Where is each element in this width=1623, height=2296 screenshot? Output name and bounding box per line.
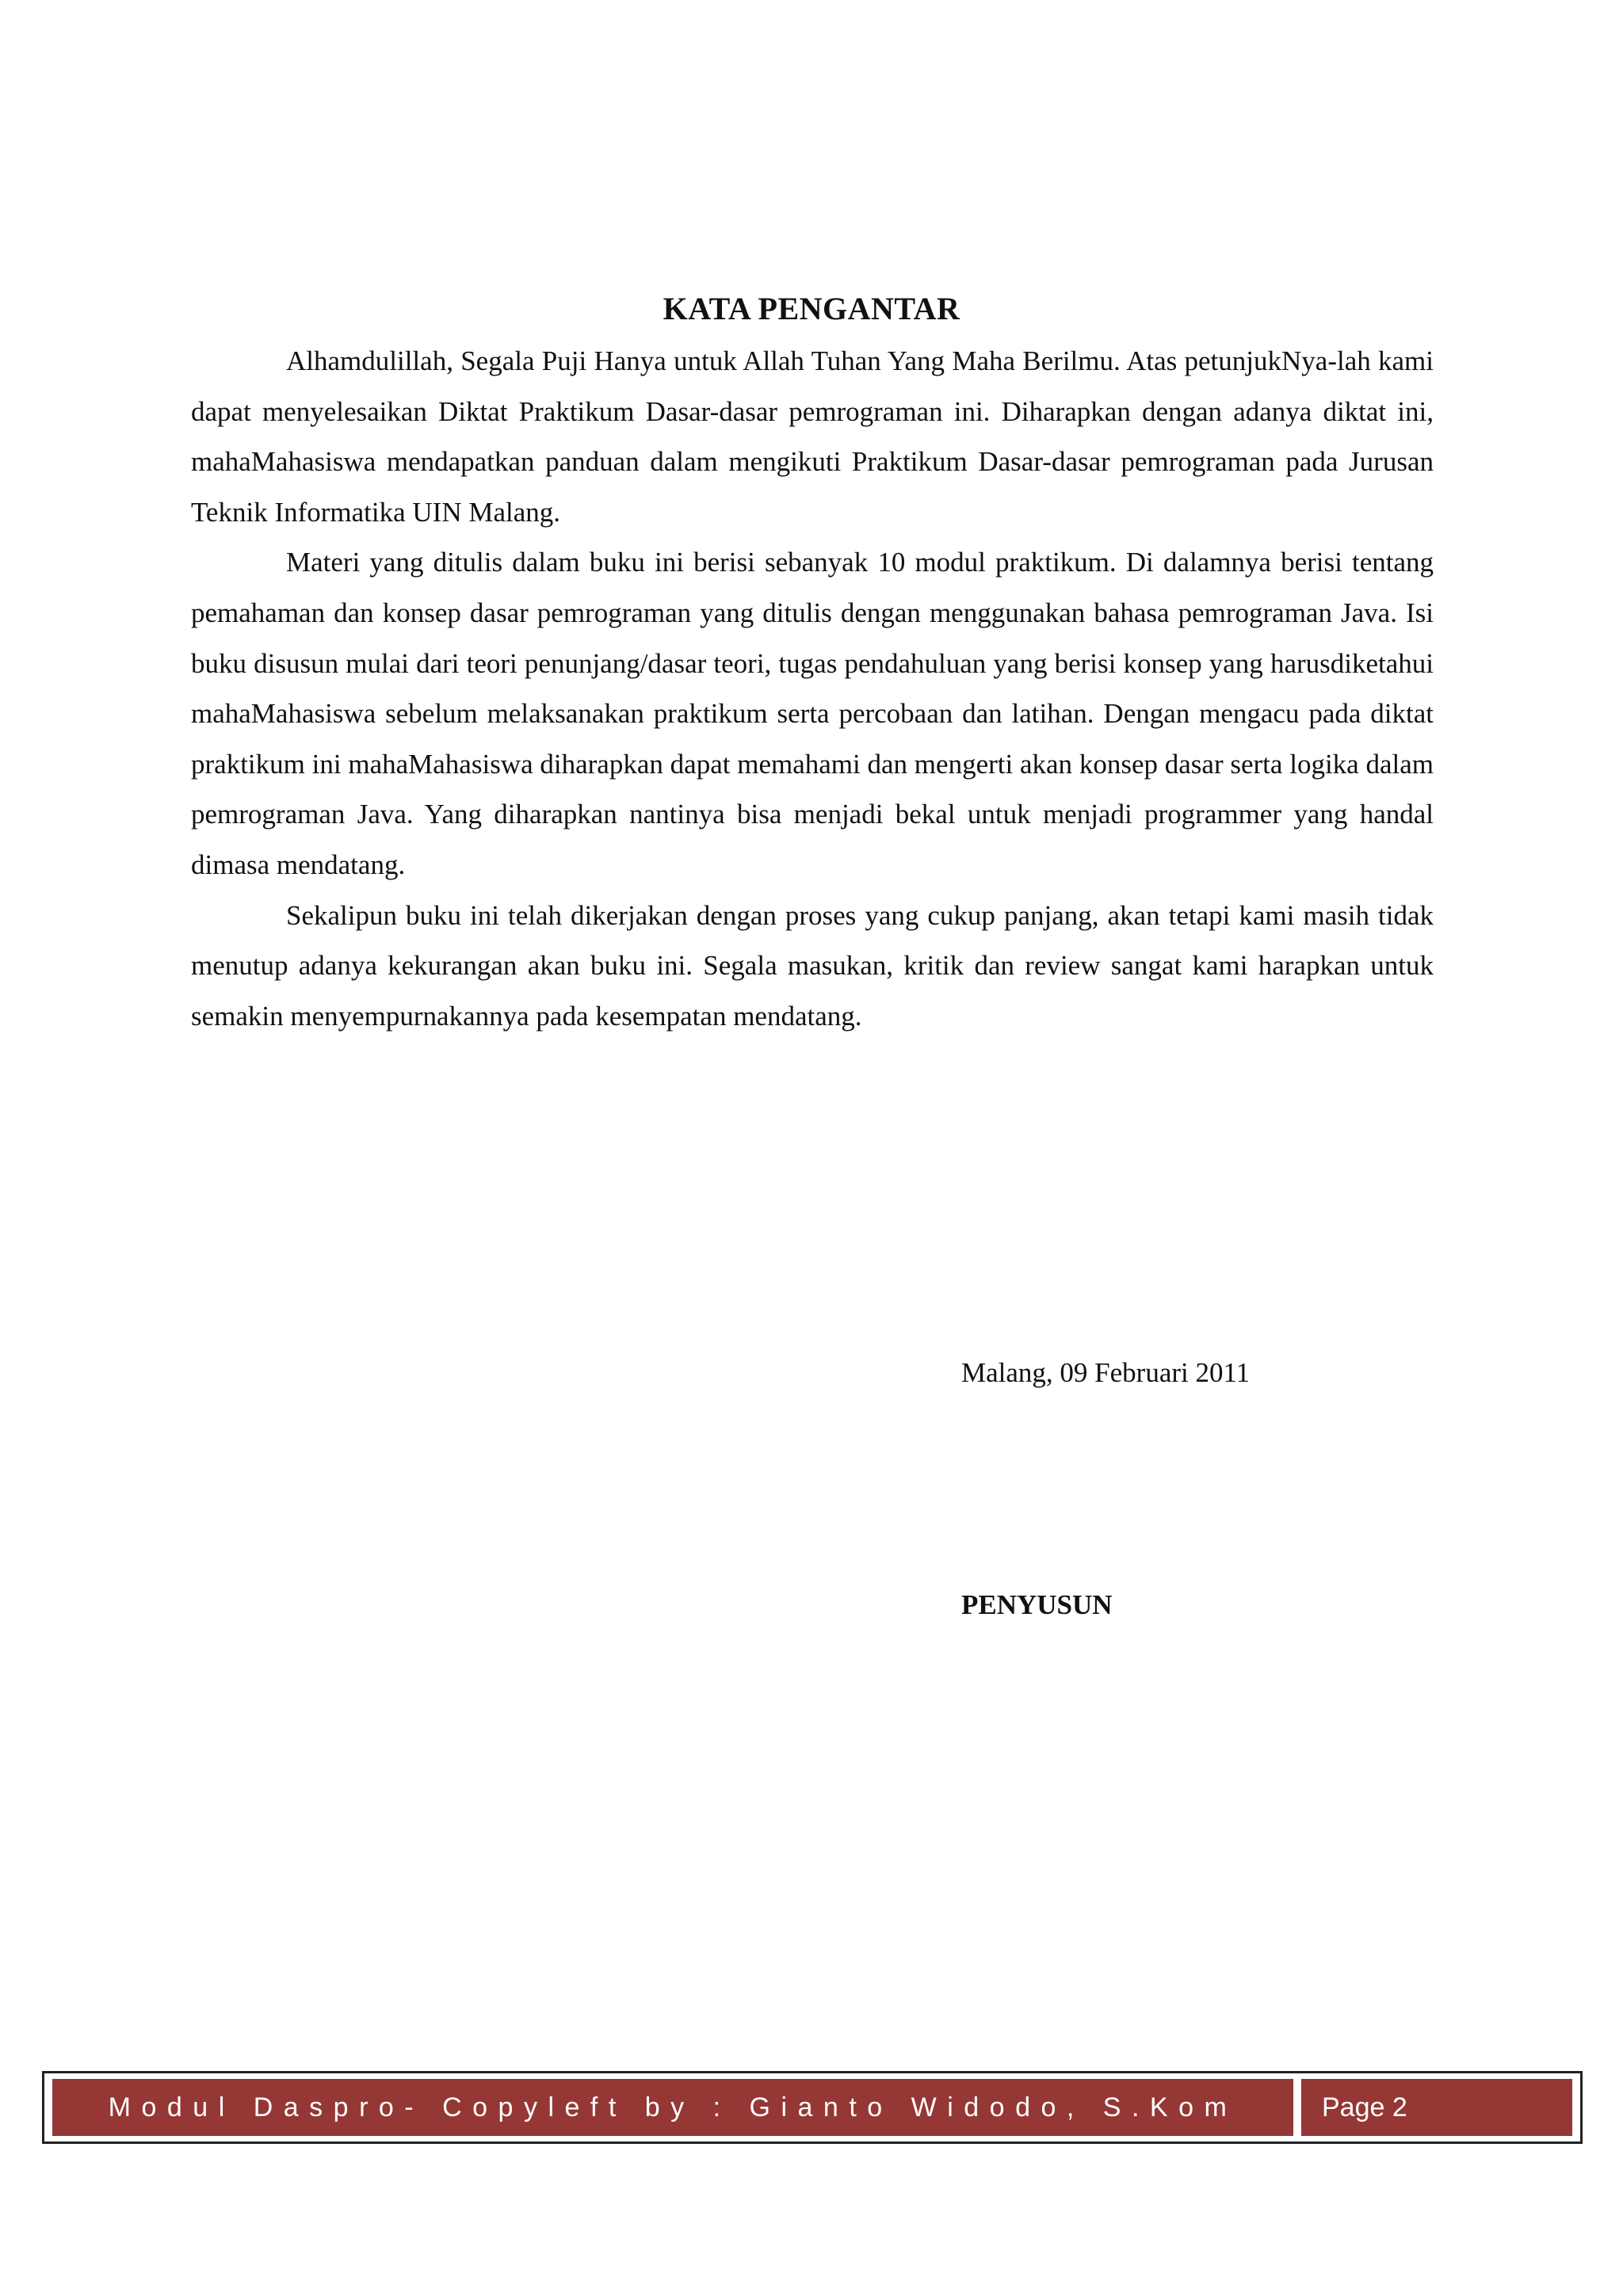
- paragraph-3: Sekalipun buku ini telah dikerjakan dengan proses yang cukup panjang, akan tetapi kami masih tidak menutup adanya kekurangan akan buku ini. Segala masukan, kritik dan review sangat kami harapkan untuk semakin menyempurnakannya pada kesempatan mendatang.: [191, 899, 1434, 1032]
- signature-place-date: Malang, 09 Februari 2011: [961, 1357, 1251, 1388]
- signature-author: PENYUSUN: [961, 1589, 1113, 1620]
- footer-page-number: Page 2: [1301, 2079, 1572, 2136]
- footer-module-credit: Modul Daspro- Copyleft by : Gianto Widodo, S.Kom: [52, 2079, 1293, 2136]
- page-footer: [42, 2071, 1583, 2144]
- page-title: KATA PENGANTAR: [663, 291, 960, 326]
- paragraph-2: Materi yang ditulis dalam buku ini berisi sebanyak 10 modul praktikum. Di dalamnya berisi tentang pemahaman dan konsep dasar pemrograman yang ditulis dengan menggunakan bahasa pemrograman Java. Isi buku disusun mulai dari teori penunjang/dasar teori, tugas pendahuluan yang berisi konsep yang harusdiketahui mahaMahasiswa sebelum melaksanakan praktikum serta percobaan dan latihan. Dengan mengacu pada diktat praktikum ini mahaMahasiswa diharapkan dapat memahami dan mengerti akan konsep dasar serta logika dalam pemrograman Java. Yang diharapkan nantinya bisa menjadi bekal untuk menjadi programmer yang handal dimasa mendatang.: [191, 547, 1434, 880]
- paragraph-1: Alhamdulillah, Segala Puji Hanya untuk Allah Tuhan Yang Maha Berilmu. Atas petunjukNya-lah kami dapat menyelesaikan Diktat Praktikum Dasar-dasar pemrograman ini. Diharapkan dengan adanya diktat ini, mahaMahasiswa mendapatkan panduan dalam mengikuti Praktikum Dasar-dasar pemrograman pada Jurusan Teknik Informatika UIN Malang.: [191, 345, 1434, 528]
- body-text: [191, 336, 1434, 1041]
